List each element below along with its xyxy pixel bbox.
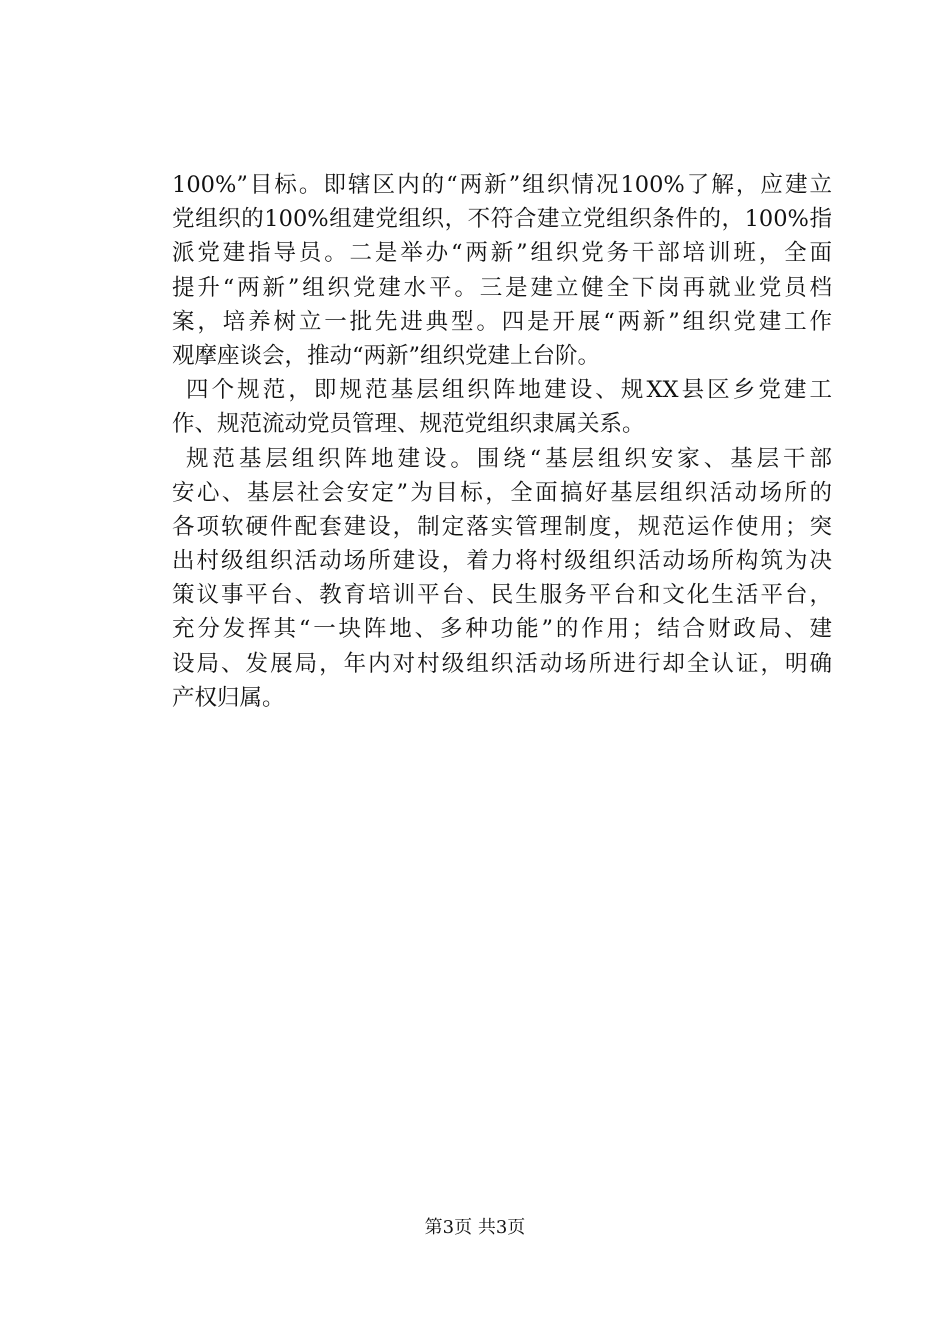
text-line: 出村级组织活动场所建设，着力将村级组织活动场所构筑为决 <box>172 548 832 575</box>
text-line: 各项软硬件配套建设，制定落实管理制度，规范运作使用；突 <box>172 513 832 540</box>
text-line: 安心、基层社会安定”为目标，全面搞好基层组织活动场所的 <box>172 479 832 506</box>
paragraph-first-line: 规范基层组织阵地建设。围绕“基层组织安家、基层干部 <box>186 445 832 472</box>
text-line: 提升“两新”组织党建水平。三是建立健全下岗再就业党员档 <box>172 274 832 301</box>
text-line: 作、规范流动党员管理、规范党组织隶属关系。 <box>172 411 645 438</box>
page-footer: 第3页 共3页 <box>424 1217 526 1238</box>
text-line: 派党建指导员。二是举办“两新”组织党务干部培训班，全面 <box>172 240 832 267</box>
text-line: 策议事平台、教育培训平台、民生服务平台和文化生活平台， <box>172 582 832 609</box>
paragraph-first-line: 四个规范，即规范基层组织阵地建设、规XX县区乡党建工 <box>186 377 832 404</box>
document-body <box>172 168 832 715</box>
text-line: 产权归属。 <box>172 684 285 711</box>
text-line: 党组织的100%组建党组织，不符合建立党组织条件的，100%指 <box>172 206 832 233</box>
text-line: 观摩座谈会，推动“两新”组织党建上台阶。 <box>172 342 601 369</box>
text-line: 设局、发展局，年内对村级组织活动场所进行却全认证，明确 <box>172 650 832 677</box>
text-line: 案，培养树立一批先进典型。四是开展“两新”组织党建工作 <box>172 308 832 335</box>
text-line: 100%”目标。即辖区内的“两新”组织情况100%了解，应建立 <box>172 172 832 198</box>
text-line: 充分发挥其“一块阵地、多种功能”的作用；结合财政局、建 <box>172 616 832 643</box>
